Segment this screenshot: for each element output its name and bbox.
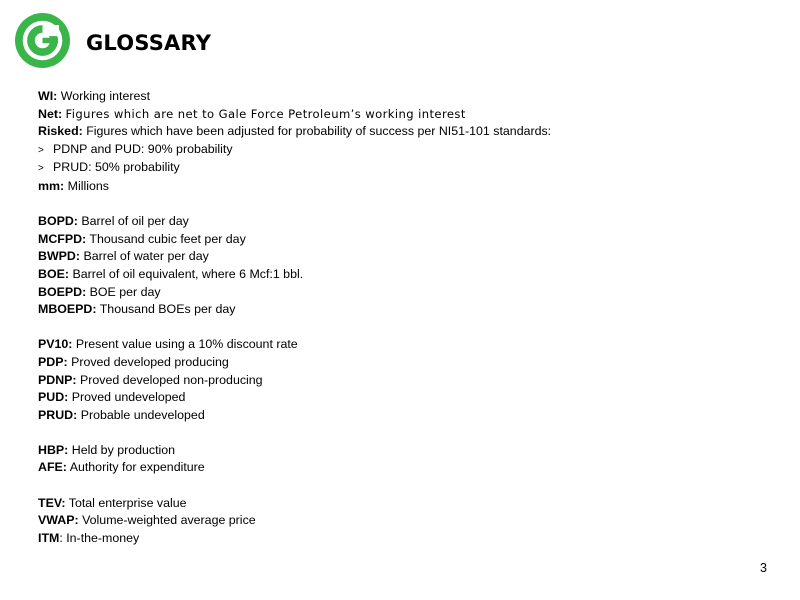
glossary-entry [38, 512, 778, 530]
glossary-entry [38, 231, 778, 249]
glossary-entry [38, 530, 778, 548]
glossary-entry [38, 495, 778, 513]
glossary-definition: Authority for expenditure [69, 460, 205, 475]
glossary-term: BOPD: [38, 214, 78, 229]
bullet-marker: > [38, 163, 44, 175]
glossary-definition: Total enterprise value [68, 495, 187, 510]
glossary-term: ITM [38, 530, 60, 545]
group-spacer [38, 319, 778, 337]
glossary-term: BWPD: [38, 249, 80, 264]
glossary-definition: Proved undeveloped [71, 390, 186, 405]
glossary-entry [38, 407, 778, 425]
company-logo-icon [15, 13, 70, 68]
glossary-entry [38, 372, 778, 390]
glossary-definition: Barrel of water per day [83, 249, 209, 264]
glossary-term: Risked: [38, 124, 83, 139]
glossary-term: PUD: [38, 390, 69, 405]
group-spacer [38, 424, 778, 442]
glossary-list [38, 88, 778, 547]
glossary-definition: Barrel of oil equivalent, where 6 Mcf:1 bbl. [72, 266, 304, 281]
bullet-marker: > [38, 144, 44, 156]
glossary-term: BOEPD: [38, 284, 87, 299]
glossary-term: PDNP: [38, 372, 77, 387]
glossary-definition: BOE per day [89, 284, 161, 299]
glossary-definition: : In-the-money [59, 530, 140, 545]
glossary-entry [38, 88, 778, 106]
page-title: GLOSSARY [86, 31, 212, 55]
glossary-bullet [38, 159, 778, 178]
glossary-definition: Millions [67, 178, 109, 193]
glossary-term: BOE: [38, 266, 69, 281]
glossary-term: TEV: [38, 495, 66, 510]
glossary-term: PDP: [38, 354, 68, 369]
glossary-definition: Proved developed producing [71, 354, 229, 369]
glossary-entry [38, 389, 778, 407]
glossary-term: PRUD: [38, 407, 78, 422]
glossary-entry [38, 248, 778, 266]
glossary-term: VWAP: [38, 513, 79, 528]
group-spacer [38, 477, 778, 495]
glossary-term: HBP: [38, 442, 69, 457]
glossary-entry [38, 106, 778, 124]
glossary-definition: Figures which have been adjusted for probability of success per NI51-101 standards: [86, 124, 552, 139]
glossary-term: PV10: [38, 337, 73, 352]
glossary-term: MCFPD: [38, 231, 87, 246]
bullet-text: PDNP and PUD: 90% probability [53, 141, 233, 156]
glossary-definition: Probable undeveloped [80, 407, 205, 422]
glossary-term: MBOEPD: [38, 302, 97, 317]
glossary-definition: Volume-weighted average price [82, 513, 256, 528]
glossary-entry [38, 284, 778, 302]
glossary-entry [38, 266, 778, 284]
glossary-entry [38, 301, 778, 319]
glossary-definition: Working interest [60, 89, 151, 103]
glossary-term: Net: [38, 106, 63, 121]
glossary-entry [38, 354, 778, 372]
bullet-text: PRUD: 50% probability [53, 160, 180, 175]
page-number: 3 [760, 561, 767, 575]
glossary-bullet [38, 141, 778, 160]
glossary-definition: Thousand cubic feet per day [89, 231, 246, 246]
glossary-entry [38, 442, 778, 460]
glossary-term: mm: [38, 178, 65, 193]
glossary-entry [38, 178, 778, 196]
glossary-definition: Barrel of oil per day [81, 214, 189, 229]
glossary-term: AFE: [38, 460, 67, 475]
group-spacer [38, 196, 778, 214]
glossary-definition: Proved developed non-producing [80, 372, 263, 387]
glossary-entry [38, 213, 778, 231]
glossary-entry [38, 336, 778, 354]
glossary-definition: Figures which are net to Gale Force Petroleum’s working interest [65, 106, 466, 121]
glossary-definition: Present value using a 10% discount rate [75, 337, 298, 352]
glossary-entry [38, 123, 778, 141]
glossary-definition: Thousand BOEs per day [99, 302, 236, 317]
glossary-entry [38, 459, 778, 477]
glossary-definition: Held by production [71, 442, 176, 457]
glossary-term: WI: [38, 89, 58, 103]
